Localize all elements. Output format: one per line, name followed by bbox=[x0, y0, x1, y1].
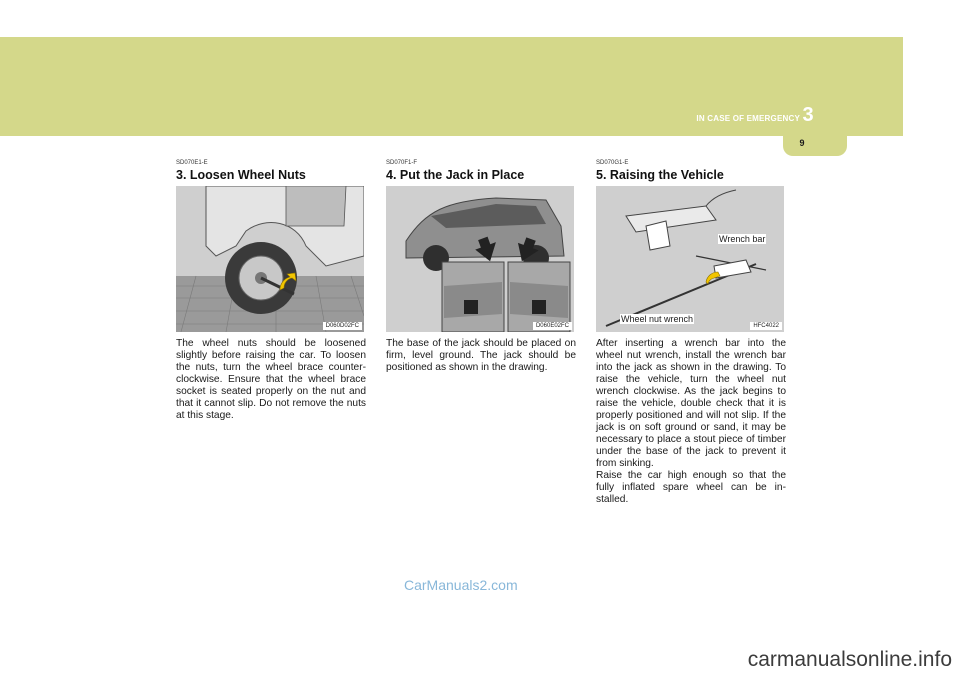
car-jack-points-illustration bbox=[386, 186, 574, 332]
section-heading: 3. Loosen Wheel Nuts bbox=[176, 168, 306, 182]
section-body: The wheel nuts should be loosened slightly before raising the car. To loosen the nuts, turn the wheel brace counter-clockwise. Ensure that the wheel brace socket is seated properly on the nut and that it cannot slip. Do not remove the nuts at this stage. bbox=[176, 338, 366, 421]
figure-code: HFC4022 bbox=[750, 322, 782, 330]
figure-code: D060E02FC bbox=[533, 322, 572, 330]
jack-wrench-illustration bbox=[596, 186, 784, 332]
figure-jack-position bbox=[386, 186, 574, 332]
section-raising-vehicle bbox=[596, 160, 786, 506]
figure-code: D060D02FC bbox=[323, 322, 362, 330]
section-loosen-wheel-nuts bbox=[176, 160, 366, 422]
section-title: IN CASE OF EMERGENCY bbox=[696, 114, 800, 123]
label-wrench-bar: Wrench bar bbox=[719, 234, 766, 244]
section-body: After inserting a wrench bar into the wheel nut wrench, install the wrench bar into the jack as shown in the drawing. To raise the vehicle, turn the wheel nut wrench clockwise. As the jack begins to raise the vehicle, double check that it is properly positioned and will not slip. If the jack is on soft ground or sand, it may be necessary to place a stout piece of timber under the base of the jack to prevent it from sinking. Raise the car high enough so that the fully inflated spare wheel can be in-stalled. bbox=[596, 338, 786, 505]
section-code: SD070F1-F bbox=[386, 160, 418, 166]
watermark-link[interactable]: CarManuals2.com bbox=[404, 577, 518, 593]
section-body: The base of the jack should be placed on firm, level ground. The jack should be positioned as shown in the drawing. bbox=[386, 338, 576, 373]
section-heading: 4. Put the Jack in Place bbox=[386, 168, 525, 182]
page-number: 9 bbox=[799, 138, 805, 148]
section-heading: 5. Raising the Vehicle bbox=[596, 168, 724, 182]
wheel-brace-illustration bbox=[176, 186, 364, 332]
section-number: 3 bbox=[802, 104, 814, 126]
section-code: SD070E1-E bbox=[176, 160, 208, 166]
figure-loosen-wheel-nuts bbox=[176, 186, 364, 332]
label-wheel-nut-wrench: Wheel nut wrench bbox=[621, 314, 694, 324]
footer-watermark: carmanualsonline.info bbox=[747, 648, 952, 671]
section-code: SD070G1-E bbox=[596, 160, 629, 166]
figure-raising-vehicle bbox=[596, 186, 784, 332]
section-put-jack-in-place bbox=[386, 160, 576, 374]
